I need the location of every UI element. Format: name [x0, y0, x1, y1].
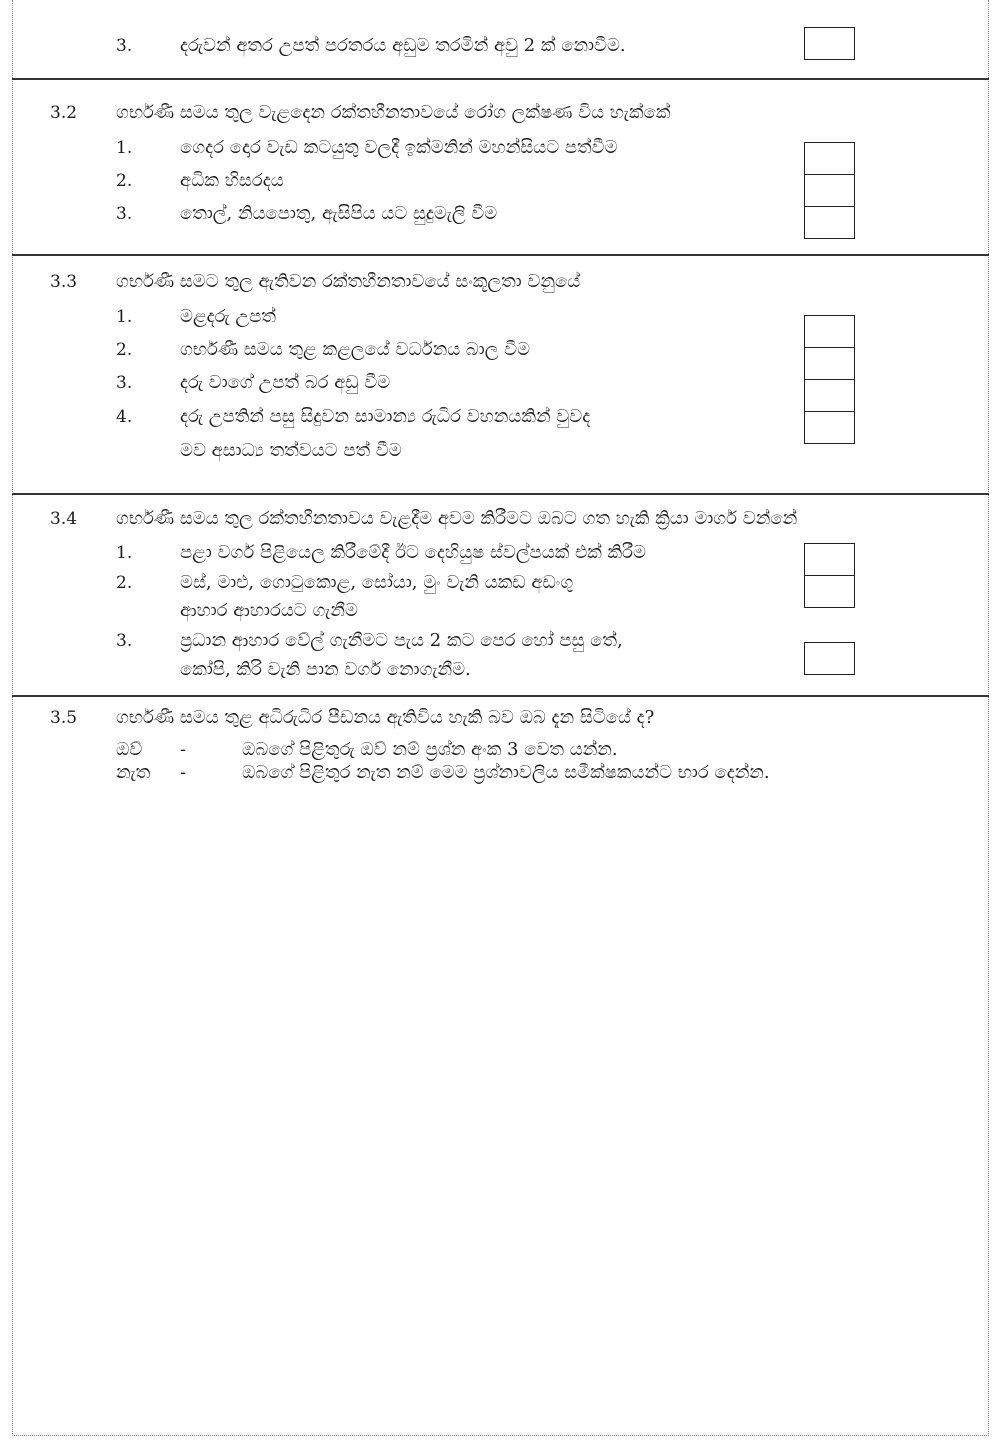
section-divider — [12, 254, 989, 256]
option-number: 3. — [116, 631, 133, 651]
option-text: දරුවන් අතර උපත් පරතරය අඩුම තරමින් අවු 2 ක් නොවීම. — [180, 35, 626, 56]
answer-dash: - — [180, 762, 187, 783]
answer-dash: - — [180, 739, 187, 760]
answer-checkbox-3-4-3[interactable] — [804, 642, 855, 675]
option-number: 2. — [116, 573, 133, 593]
option-number: 1. — [116, 307, 133, 327]
section-divider — [12, 78, 989, 80]
answer-instruction-no: ඔබගේ පිළිතුර නැත නම් මෙම ප්‍රශ්නාවලිය සමීක්ෂකයන්ට භාර දෙන්න. — [242, 762, 770, 783]
answer-label-yes: ඔව් — [116, 739, 143, 760]
option-number: 3. — [116, 204, 133, 224]
section-number: 3.5 — [50, 708, 78, 728]
option-text: දරු උපතින් පසු සිදුවන සාමාන්‍ය රුධිර වහනයකින් වුවද — [180, 406, 591, 427]
option-number: 2. — [116, 171, 133, 191]
answer-checkbox-3-3[interactable] — [804, 27, 855, 60]
answer-checkbox-3-3-3[interactable] — [804, 379, 855, 412]
section-question: ගර්භණී සමට තුල ඇතිවන රක්තහීනතාවයේ සංකූලතා වනුයේ — [116, 271, 581, 292]
section-divider — [12, 493, 989, 495]
answer-checkbox-3-4-1[interactable] — [804, 543, 855, 576]
answer-checkbox-3-2-3[interactable] — [804, 206, 855, 239]
answer-checkbox-3-2-1[interactable] — [804, 142, 855, 175]
option-text: අධික හිසරදය — [180, 170, 284, 191]
option-text: මළදරු උපත් — [180, 306, 276, 327]
option-text-continued: ආහාර ආහාරයට ගැනීම — [180, 600, 358, 621]
section-divider — [12, 695, 989, 697]
section-number: 3.3 — [50, 272, 78, 292]
section-question: ගර්භණී සමය තුල රක්තහීනතාවය වැළදීම අවම කිරීමට ඔබට ගත හැකි ක්‍රියා මාර්ග වන්නේ — [116, 508, 798, 529]
option-text: තොල්, නියපොතු, ඇසිපිය යට සුදුමැලි වීම — [180, 203, 498, 224]
option-number: 3. — [116, 36, 133, 56]
section-question: ගර්භණී සමය තුල වැළදෙන රක්තහීනතාවයේ රෝග ලක්ෂණ විය හැක්කේ — [116, 102, 671, 123]
answer-checkbox-3-4-2[interactable] — [804, 575, 855, 608]
option-number: 1. — [116, 138, 133, 158]
option-number: 3. — [116, 373, 133, 393]
option-number: 2. — [116, 340, 133, 360]
option-text: මස්, මාළු, ගොටුකොළ, සෝයා, මුං වැනි යකඩ අඩංගු — [180, 572, 574, 593]
option-text-continued: මව අසාධ්‍ය තත්වයට පත් වීම — [180, 440, 402, 461]
option-text: දරු වාගේ උපත් බර අඩු වීම — [180, 372, 391, 393]
option-text: ප්‍රධාන ආහාර වේල් ගැනීමට පැය 2 කට පෙර හෝ පසු තේ, — [180, 630, 623, 651]
answer-checkbox-3-3-1[interactable] — [804, 315, 855, 348]
answer-checkbox-3-2-2[interactable] — [804, 174, 855, 207]
answer-instruction-yes: ඔබගේ පිළිතුරු ඔව් නම් ප්‍රශ්න අංක 3 වෙත යන්න. — [242, 739, 618, 760]
answer-checkbox-3-3-4[interactable] — [804, 411, 855, 444]
option-text: ගර්භණී සමය තුළ කළලයේ වර්ධනය බාල වීම — [180, 339, 531, 360]
answer-label-no: නැත — [116, 762, 151, 783]
option-number: 1. — [116, 543, 133, 563]
option-text-continued: කෝපි, කිරි වැනි පාන වර්ග නොගැනීම. — [180, 659, 471, 680]
option-text: පළා වර්ග පිළියෙල කිරීමේදී ඊට දෙහියුෂ ස්වල්පයක් එක් කිරීම — [180, 542, 646, 563]
section-number: 3.4 — [50, 509, 78, 529]
option-text: ගෙදර දොර වැඩ කටයුතු වලදී ඉක්මනින් මහන්සියට පත්වීම — [180, 137, 618, 158]
answer-checkbox-3-3-2[interactable] — [804, 347, 855, 380]
section-question: ගර්භණී සමය තුළ අධිරුධිර පීඩනය ඇතිවිය හැකි බව ඔබ දැන සිටියේ ද? — [116, 707, 655, 728]
section-number: 3.2 — [50, 103, 78, 123]
option-number: 4. — [116, 407, 133, 427]
